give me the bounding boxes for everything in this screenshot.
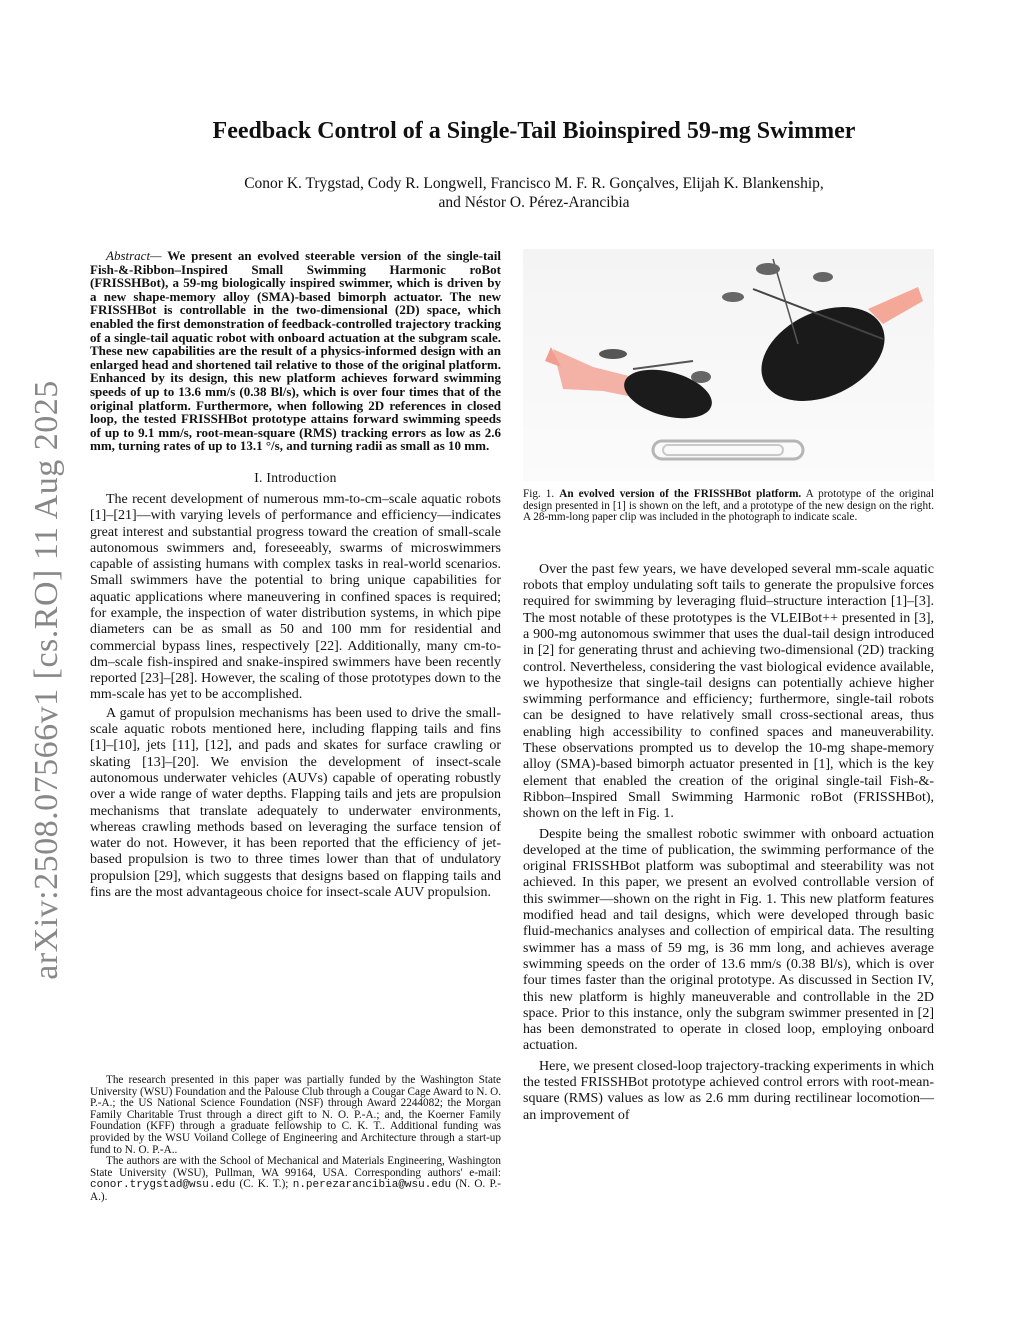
new-tail: [868, 287, 923, 324]
paper-clip-inner: [663, 445, 783, 455]
footnotes: [90, 1075, 501, 1204]
figure-1-photo: [523, 249, 934, 481]
paper-clip-outer: [653, 441, 803, 459]
email-1-suffix: (C. K. T.);: [239, 1178, 289, 1191]
right-column: [523, 249, 934, 1124]
abstract-lead: Abstract—: [106, 248, 162, 263]
original-float-1: [691, 371, 711, 383]
email-link-1[interactable]: conor.trygstad@wsu.edu: [90, 1179, 236, 1192]
funding-footnote: The research presented in this paper was partially funded by the Washington State University (WSU) Foundation and the Palouse Club through a Cougar Cage Award to N. O. P.-A.; the US National Science Foundation (NSF) through Award 2244082; the Morgan Family Charitable Trust through a direct gift to N. O. P.-A.; and, the Koerner Family Foundation (KFF) through a graduate fellowship to C. K. T.. Additional funding was provided by the WSU Voiland College of Engineering and Architecture through a start-up fund to N. O. P.-A..: [90, 1074, 501, 1156]
caption-title: An evolved version of the FRISSHBot platform.: [559, 488, 802, 500]
right-paragraph-2: Despite being the smallest robotic swimmer with onboard actuation developed at the time of publication, the swimming performance of the original FRISSHBot platform was suboptimal and steerability was not achieved. In this paper, we present an evolved controllable version of this swimmer—shown on the right in Fig. 1. This new platform features modified head and tail designs, which were developed through basic fluid-mechanics analyses and collection of empirical data. The resulting swimmer has a mass of 59 mg, is 36 mm long, and achieves average swimming speeds on the order of 13.6 mm/s (0.38 Bl/s), which is over four times faster than the original prototype. As discussed in Section IV, this new platform is highly maneuverable and controllable in the 2D space. Prior to this instance, only the subgram swimmer presented in [2] has been demonstrated to operate in closed loop, employing onboard actuation.: [523, 826, 934, 1054]
original-frame: [633, 361, 693, 369]
figure-1-caption: [523, 489, 934, 524]
email-2-suffix: (N. O. P.-A.).: [90, 1178, 502, 1203]
new-float-3: [722, 292, 744, 302]
authors-line-2: and Néstor O. Pérez-Arancibia: [438, 194, 630, 211]
new-float-1: [756, 263, 780, 275]
abstract: [90, 249, 501, 453]
author-list: [130, 174, 938, 212]
email-link-2[interactable]: n.perezarancibia@wsu.edu: [292, 1179, 452, 1192]
intro-paragraph-1: The recent development of numerous mm-to-cm–scale aquatic robots [1]–[21]—with varying levels of performance and efficiency—indicates great interest and substantial progress toward the creation of small-scale autonomous swimmers and, foreseeably, swarms of microswimmers capable of assisting humans with complex tasks in real-world scenarios. Small swimmers have the potential to bring unique capabilities for aquatic applications where maneuvering in confined spaces is required; for example, the inspection of water distribution systems, in which pipe diameters can be as small as 50 and 100 mm for residential and commercial bypass lines, respectively [22]. Additionally, many cm-to-dm–scale fish-inspired and snake-inspired swimmers have been recently reported [23]–[28]. However, the scaling of those prototypes down to the mm-scale has yet to be accomplished.: [90, 491, 501, 703]
abstract-text: We present an evolved steerable version of the single-tail Fish-&-Ribbon–Inspired Small Swimming Harmonic roBot (FRISSHBot), a 59-mg biologically inspired swimmer, which is driven by a new shape-memory alloy (SMA)-based bimorph actuator. The new FRISSHBot is controllable in the two-dimensional (2D) space, which enabled the first demonstration of feedback-controlled trajectory tracking of a single-tail aquatic robot with onboard actuation at the subgram scale. These new capabilities are the result of a physics-informed design with an enlarged head and shortened tail relative to those of the original platform. Enhanced by its design, this new platform achieves forward swimming speeds of up to 13.6 mm/s (0.38 Bl/s), which is over four times that of the original platform. Furthermore, when following 2D references in closed loop, the tested FRISSHBot prototype attains forward swimming speeds of up to 9.1 mm/s, root-mean-square (RMS) tracking errors as low as 2.6 mm, turning rates of up to 13.1 °/s, and turning radii as small as 10 mm.: [90, 248, 501, 454]
robot-photo-illustration: [523, 249, 934, 481]
new-float-2: [813, 272, 833, 282]
arxiv-identifier: arXiv:2508.07566v1 [cs.RO] 11 Aug 2025: [28, 380, 65, 980]
paper-title: Feedback Control of a Single-Tail Bioinspired 59-mg Swimmer: [212, 118, 856, 144]
intro-paragraph-2: A gamut of propulsion mechanisms has been used to drive the small-scale aquatic robots mentioned here, including flapping tails and fins [1]–[10], jets [11], [12], and pads and skates for surface crawling or skating [13]–[20]. We envision the development of insect-scale autonomous underwater vehicles (AUVs) capable of operating robustly over a wide range of water depths. Flapping tails and jets are propulsion mechanisms that translate adequately to underwater environments, whereas crawling methods based on leveraging the surface tension of water do not. However, it has been reported that the efficiency of jet-based propulsion is two to three times lower than that of undulatory propulsion [29], which suggests that designs based on flapping tails and fins are the most advantageous choice for insect-scale AUV propulsion.: [90, 705, 501, 901]
authors-line-1: Conor K. Trygstad, Cody R. Longwell, Francisco M. F. R. Gonçalves, Elijah K. Blankenship,: [244, 175, 824, 192]
left-column: [90, 249, 501, 901]
right-paragraph-1: Over the past few years, we have developed several mm-scale aquatic robots that employ undulating soft tails to generate the propulsive forces required for swimming by leveraging fluid–structure interaction [1]–[3]. The most notable of these prototypes is the VLEIBot++ presented in [3], a 900-mg autonomous swimmer that uses the dual-tail design introduced in [2] for generating thrust and achieving two-dimensional (2D) tracking control. Nevertheless, considering the vast biological evidence available, we hypothesize that single-tail designs can potentially achieve higher swimming performance and efficiency; furthermore, single-tail robots can be designed to have relatively small cross-sectional areas, thus enabling high accessibility to confined spaces and maneuverability. These observations prompted us to develop the 10-mg shape-memory alloy (SMA)-based bimorph actuator presented in [1], which is the key element that enabled the creation of the original single-tail Fish-&-Ribbon–Inspired Small Swimming Harmonic roBot (FRISSHBot), shown on the left in Fig. 1.: [523, 561, 934, 822]
affiliation-text: The authors are with the School of Mechanical and Materials Engineering, Washington State University (WSU), Pullman, WA 99164, USA. Corresponding authors' e-mail:: [90, 1155, 501, 1179]
original-float-2: [599, 349, 627, 359]
right-paragraph-3: Here, we present closed-loop trajectory-tracking experiments in which the tested FRISSHBot prototype achieved control errors with root-mean-square (RMS) values as low as 2.6 mm during rectilinear locomotion—an improvement of: [523, 1058, 934, 1123]
caption-label: Fig. 1.: [523, 488, 555, 500]
section-heading-introduction: I. Introduction: [254, 469, 337, 485]
caption-text: A prototype of the original design presented in [1] is shown on the left, and a prototype of the new design on the right. A 28-mm-long paper clip was included in the photograph to indicate scale.: [523, 488, 935, 524]
original-head: [619, 361, 717, 427]
arxiv-sidebar: [12, 360, 82, 1000]
affiliation-footnote: [90, 1156, 501, 1203]
